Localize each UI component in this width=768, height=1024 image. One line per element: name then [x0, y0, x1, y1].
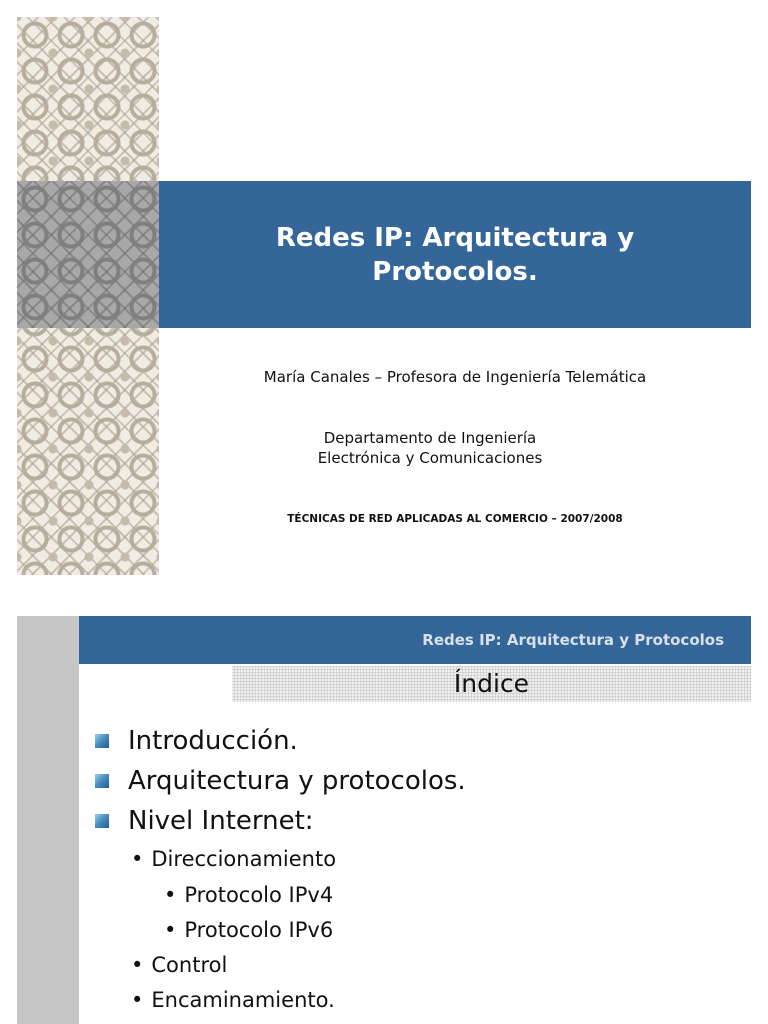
department-line2: Electrónica y Comunicaciones — [317, 449, 543, 467]
square-bullet-icon — [95, 814, 109, 828]
list-item — [95, 806, 314, 836]
author-line: María Canales – Profesora de Ingeniería Telemática — [263, 368, 647, 386]
department — [280, 428, 580, 468]
header-title: Redes IP: Arquitectura y Protocolos — [422, 631, 724, 649]
decorative-pattern-shaded — [17, 181, 159, 328]
square-bullet-icon — [95, 774, 109, 788]
title-band — [159, 181, 751, 328]
sub-list-item-label: Encaminamiento. — [151, 988, 335, 1012]
sub-list-item — [131, 988, 335, 1012]
header-band — [79, 616, 751, 664]
sub-list-item-label: Control — [151, 953, 228, 977]
sub-sub-list-item-label: Protocolo IPv4 — [184, 883, 334, 907]
dot-bullet-icon: • — [131, 953, 144, 977]
sub-sub-list-item — [164, 883, 333, 907]
list-item-label: Introducción. — [128, 726, 298, 756]
slide-title-line2: Protocolos. — [372, 256, 538, 287]
list-item-label: Nivel Internet: — [128, 806, 314, 836]
sub-sub-list-item-label: Protocolo IPv6 — [184, 918, 334, 942]
list-item — [95, 766, 466, 796]
dot-bullet-icon: • — [131, 847, 144, 871]
sub-list-item — [131, 847, 336, 871]
list-item-label: Arquitectura y protocolos. — [128, 766, 466, 796]
department-line1: Departamento de Ingeniería — [323, 429, 537, 447]
dot-bullet-icon: • — [164, 918, 177, 942]
sub-list-item-label: Direccionamiento — [151, 847, 337, 871]
index-slide — [0, 596, 768, 1024]
list-item — [95, 726, 298, 756]
slide-title-line1: Redes IP: Arquitectura y — [275, 222, 635, 253]
left-sidebar-bar — [17, 616, 79, 1024]
section-title: Índice — [453, 669, 530, 698]
dot-bullet-icon: • — [164, 883, 177, 907]
sub-list-item — [131, 953, 227, 977]
slide-title — [245, 221, 665, 289]
course-line: TÉCNICAS DE RED APLICADAS AL COMERCIO – 2007/2008 — [287, 513, 623, 525]
dot-bullet-icon: • — [131, 988, 144, 1012]
sub-sub-list-item — [164, 918, 333, 942]
square-bullet-icon — [95, 734, 109, 748]
